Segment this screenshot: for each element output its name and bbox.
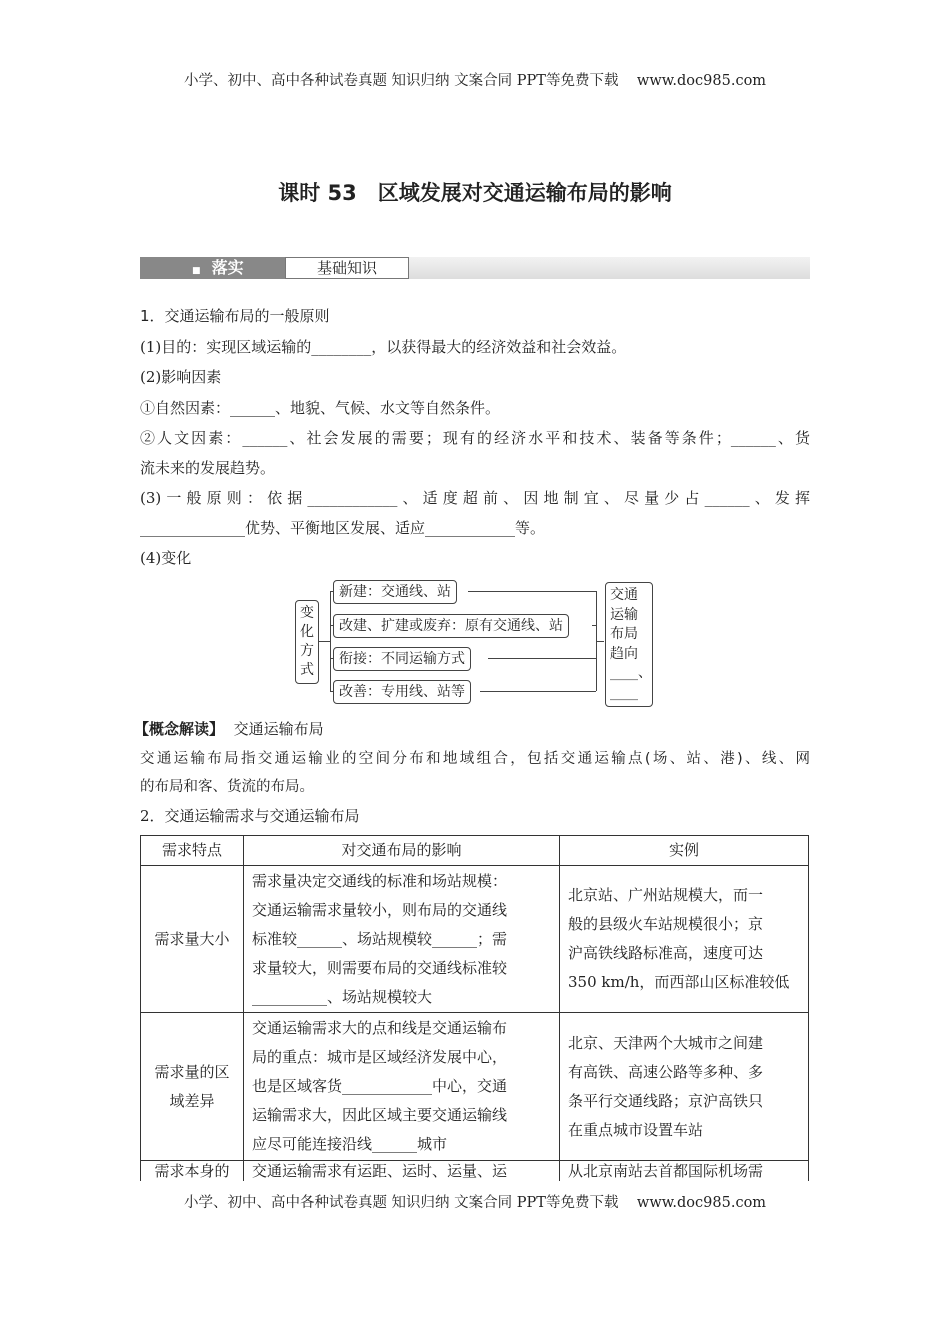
diagram-char: 变 [300,605,314,621]
diagram-char: 方 [300,643,314,659]
section-1-heading: 1．交通运输布局的一般原则 [140,307,330,325]
diagram-text: 布局 [610,626,638,642]
cell-line: 般的县级火车站规模很小；京 [568,915,764,933]
section-banner [140,257,810,279]
page-footer [0,1191,950,1212]
paragraph: ②人文因素：______、社会发展的需要；现有的经济水平和技术、装备等条件；______、货 [140,429,810,447]
impact-cell [244,1013,560,1161]
paragraph: (1)目的：实现区域运输的________，以获得最大的经济效益和社会效益。 [140,338,627,356]
impact-cell [244,866,560,1013]
diagram-item: 改善：专用线、站等 [333,680,471,704]
diagram-item: 新建：交通线、站 [333,580,457,604]
concept-label: 【概念解读】 [134,720,225,738]
feature-cell [141,1013,244,1161]
diagram-right-box [605,582,653,707]
diagram-char: 化 [300,624,314,640]
example-cell [560,866,809,1013]
paragraph: (2)影响因素 [140,368,222,386]
cell-line: 需求量大小 [154,929,230,948]
page-title: 课时 53 区域发展对交通运输布局的影响 [278,181,672,205]
diagram-item: 改建、扩建或废弃：原有交通线、站 [333,614,569,638]
table-row [141,1013,809,1161]
cell-line: 北京、天津两个大城市之间建 [568,1033,764,1052]
cell-line: 应尽可能连接沿线______城市 [252,1135,448,1153]
demand-table [140,835,809,1182]
cell-line: 条平行交通线路；京沪高铁只 [568,1091,764,1110]
column-header: 对交通布局的影响 [244,836,560,866]
cell-line: 沪高铁线路标准高，速度可达 [568,944,764,962]
cell-line: 求量较大，则需要布局的交通线标准较 [252,958,508,977]
cell-line: 域差异 [169,1091,215,1110]
concept-heading [134,719,324,739]
concept-term: 交通运输布局 [233,720,324,738]
paragraph: ______________优势、平衡地区发展、适应____________等。 [140,519,546,537]
cell-line: 标准较______、场站规模较______；需 [252,929,508,948]
feature-cell [141,866,244,1013]
header-text: 小学、初中、高中各种试卷真题 知识归纳 文案合同 PPT等免费下载 [183,73,619,89]
paragraph: (3)一般原则：依据____________、适度超前、因地制宜、尽量少占______、发挥 [140,489,810,507]
table-row [141,866,809,1013]
cell-line: 在重点城市设置车站 [568,1120,704,1139]
diagram-text: 交通 [610,587,638,603]
table-row [141,1161,809,1182]
diagram-left-box [295,600,319,684]
column-header: 实例 [560,836,809,866]
cell-line: 需求量决定交通线的标准和场站规模： [252,871,508,890]
example-cell: 从北京南站去首都国际机场需 [560,1161,809,1182]
cell-line: 有高铁、高速公路等多种、多 [568,1062,764,1081]
diagram-text: ____ [610,684,638,701]
feature-cell: 需求本身的 [141,1161,244,1182]
cell-line: __________、场站规模较大 [252,987,433,1006]
paragraph: (4)变化 [140,549,192,567]
cell-line: 局的重点：城市是区域经济发展中心， [252,1048,508,1066]
header-site-link[interactable]: www.doc985.com [636,73,767,89]
cell-line: 交通运输需求大的点和线是交通运输布 [252,1019,508,1037]
cell-line: 运输需求大，因此区域主要交通运输线 [252,1106,508,1124]
cell-line: 350 km/h，而西部山区标准较低 [568,973,790,991]
banner-tag-text: 落实 [211,258,244,277]
section-2-heading: 2．交通运输需求与交通运输布局 [140,807,360,825]
paragraph: 流未来的发展趋势。 [140,459,276,477]
diagram-text: ____、 [610,665,652,681]
diagram-text: 趋向 [610,645,638,662]
column-header: 需求特点 [141,836,244,866]
example-cell [560,1013,809,1161]
diagram-text: 运输 [610,606,638,623]
diagram-char: 式 [300,662,314,678]
banner-tag: ■ 落实 [140,257,285,279]
table-header-row [141,836,809,866]
banner-label: 基础知识 [285,257,409,279]
paragraph: ①自然因素：______、地貌、气候、水文等自然条件。 [140,399,501,417]
footer-text: 小学、初中、高中各种试卷真题 知识归纳 文案合同 PPT等免费下载 [183,1195,619,1211]
concept-text: 的布局和客、货流的布局。 [140,779,314,795]
diagram-item: 衔接：不同运输方式 [333,647,471,671]
concept-text: 交通运输布局指交通运输业的空间分布和地域组合，包括交通运输点(场、站、港)、线、网 [140,751,810,767]
cell-line: 也是区域客货____________中心，交通 [252,1077,508,1095]
cell-line: 北京站、广州站规模大，而一 [568,886,764,904]
page-header [0,69,950,90]
impact-cell: 交通运输需求有运距、运时、运量、运 [244,1161,560,1182]
cell-line: 需求量的区 [154,1062,230,1081]
footer-site-link[interactable]: www.doc985.com [636,1195,767,1211]
cell-line: 交通运输需求量较小，则布局的交通线 [252,900,508,919]
